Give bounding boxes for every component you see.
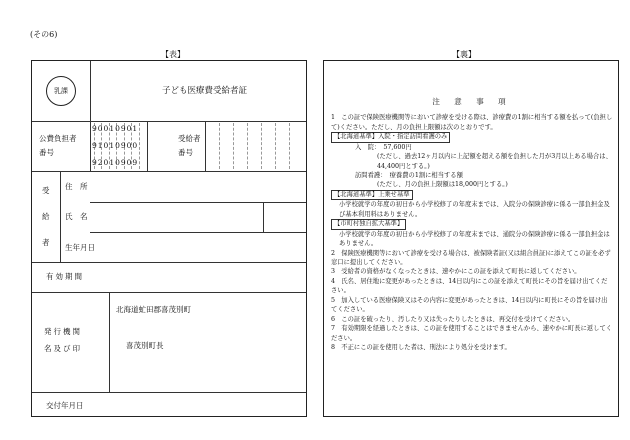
address-label: 住 所 xyxy=(65,182,88,191)
notes-list xyxy=(331,113,613,352)
note-text: 5 加入している医療保険又はその内容に変更があったときは、14日以内に町長にその旨を届け出てください。 xyxy=(331,296,608,314)
note-text: 入 院： 57,600円 xyxy=(355,143,412,151)
note-item xyxy=(331,200,613,219)
approval-seal-stamp: 乳課 xyxy=(46,76,76,106)
note-text: (ただし、月の負担上限額は18,000円とする。) xyxy=(377,181,508,189)
note-text: 6 この証を破ったり、汚したり又は失ったりしたときは、再交付を受けてください。 xyxy=(331,315,575,323)
note-text: (ただし、過去12ヶ月以内に上記額を超える額を負担した月が3月以上ある場合は、44,400円とする。) xyxy=(377,153,612,170)
note-text: 小学校就学の年度の初日から小学校修了の年度末までは、通院分の保険診療に係る一部負担金はありません。 xyxy=(339,230,610,248)
note-item xyxy=(331,267,613,276)
note-text: 3 受給者の資格がなくなったときは、速やかにこの証を添えて町長に返してください。 xyxy=(331,268,581,276)
issuer-label: 発行機関 名及び印 xyxy=(44,327,82,353)
note-item xyxy=(331,277,613,296)
note-text: 小学校就学の年度の初日から小学校修了の年度末までは、入院分の保険診療に係る一部負担金及び基本利用料はありません。 xyxy=(339,201,610,218)
note-section-header: 【北海道基準】上乗せ基準 xyxy=(331,190,413,201)
note-item xyxy=(331,190,613,201)
note-item xyxy=(331,315,613,324)
birthdate-label: 生年月日 xyxy=(65,243,95,252)
note-item xyxy=(331,180,613,189)
note-text: 1 この証で保険医療機関等において診療を受ける際は、診療費の1割に相当する額を払って(負担して)ください。ただし、月の負担上限額は次のとおりです。 xyxy=(331,114,613,131)
note-text: 訪問看護： 療養費の1割に相当する額 xyxy=(355,171,463,179)
notes-section xyxy=(331,96,613,352)
note-item xyxy=(331,113,613,132)
recipient-label-char-2: 給 xyxy=(42,212,50,221)
note-item xyxy=(331,296,613,315)
note-item xyxy=(331,249,613,268)
issue-date-label: 交付年月日 xyxy=(46,401,84,410)
validity-period-label: 有効期間 xyxy=(46,272,84,281)
note-item xyxy=(331,132,613,143)
note-item xyxy=(331,343,613,352)
recipient-label-char-1: 受 xyxy=(42,186,50,195)
note-item xyxy=(331,219,613,230)
issuer-address: 北海道虻田郡喜茂別町 xyxy=(116,305,191,314)
certificate-title: 子ども医療費受給者証 xyxy=(162,86,248,96)
name-label: 氏 名 xyxy=(65,212,88,221)
note-item xyxy=(331,171,613,180)
front-side-label: 【表】 xyxy=(161,50,185,59)
note-text: 8 不正にこの証を使用した者は、刑法により処分を受けます。 xyxy=(331,343,511,351)
recipient-number-label: 受給者 番号 xyxy=(178,134,201,158)
front-card xyxy=(31,60,307,417)
issuer-mayor: 喜茂別町長 xyxy=(126,341,164,350)
note-section-header: 【北海道基準】入院・指定訪問看護のみ xyxy=(331,132,450,143)
page-label: (その6) xyxy=(30,30,58,39)
note-item xyxy=(331,230,613,249)
recipient-label-char-3: 者 xyxy=(42,238,50,247)
note-item xyxy=(331,324,613,343)
note-section-header: 【市町村独自拡大基準】 xyxy=(331,219,406,230)
payer-number-label: 公費負担者 番号 xyxy=(39,134,77,158)
note-item xyxy=(331,152,613,171)
note-text: 2 保険医療機関等において診療を受ける場合は、被保険者証(又は組合員証)に添えてこの証を必ず窓口に提出してください。 xyxy=(331,249,611,266)
note-text: 4 氏名、居住地に変更があったときは、14日以内にこの証を添えて町長にその旨を届け出てください。 xyxy=(331,277,608,295)
notes-heading: 注 意 事 項 xyxy=(432,97,512,106)
payer-number-3: 92010909 xyxy=(92,158,139,167)
payer-number-1: 90010901 xyxy=(92,124,139,133)
back-side-label: 【裏】 xyxy=(452,50,476,59)
note-item xyxy=(331,143,613,152)
payer-number-2: 91010900 xyxy=(92,141,139,150)
note-text: 7 有効期限を経過したときは、この証を使用することはできませんから、速やかに町長に返してください。 xyxy=(331,325,613,342)
